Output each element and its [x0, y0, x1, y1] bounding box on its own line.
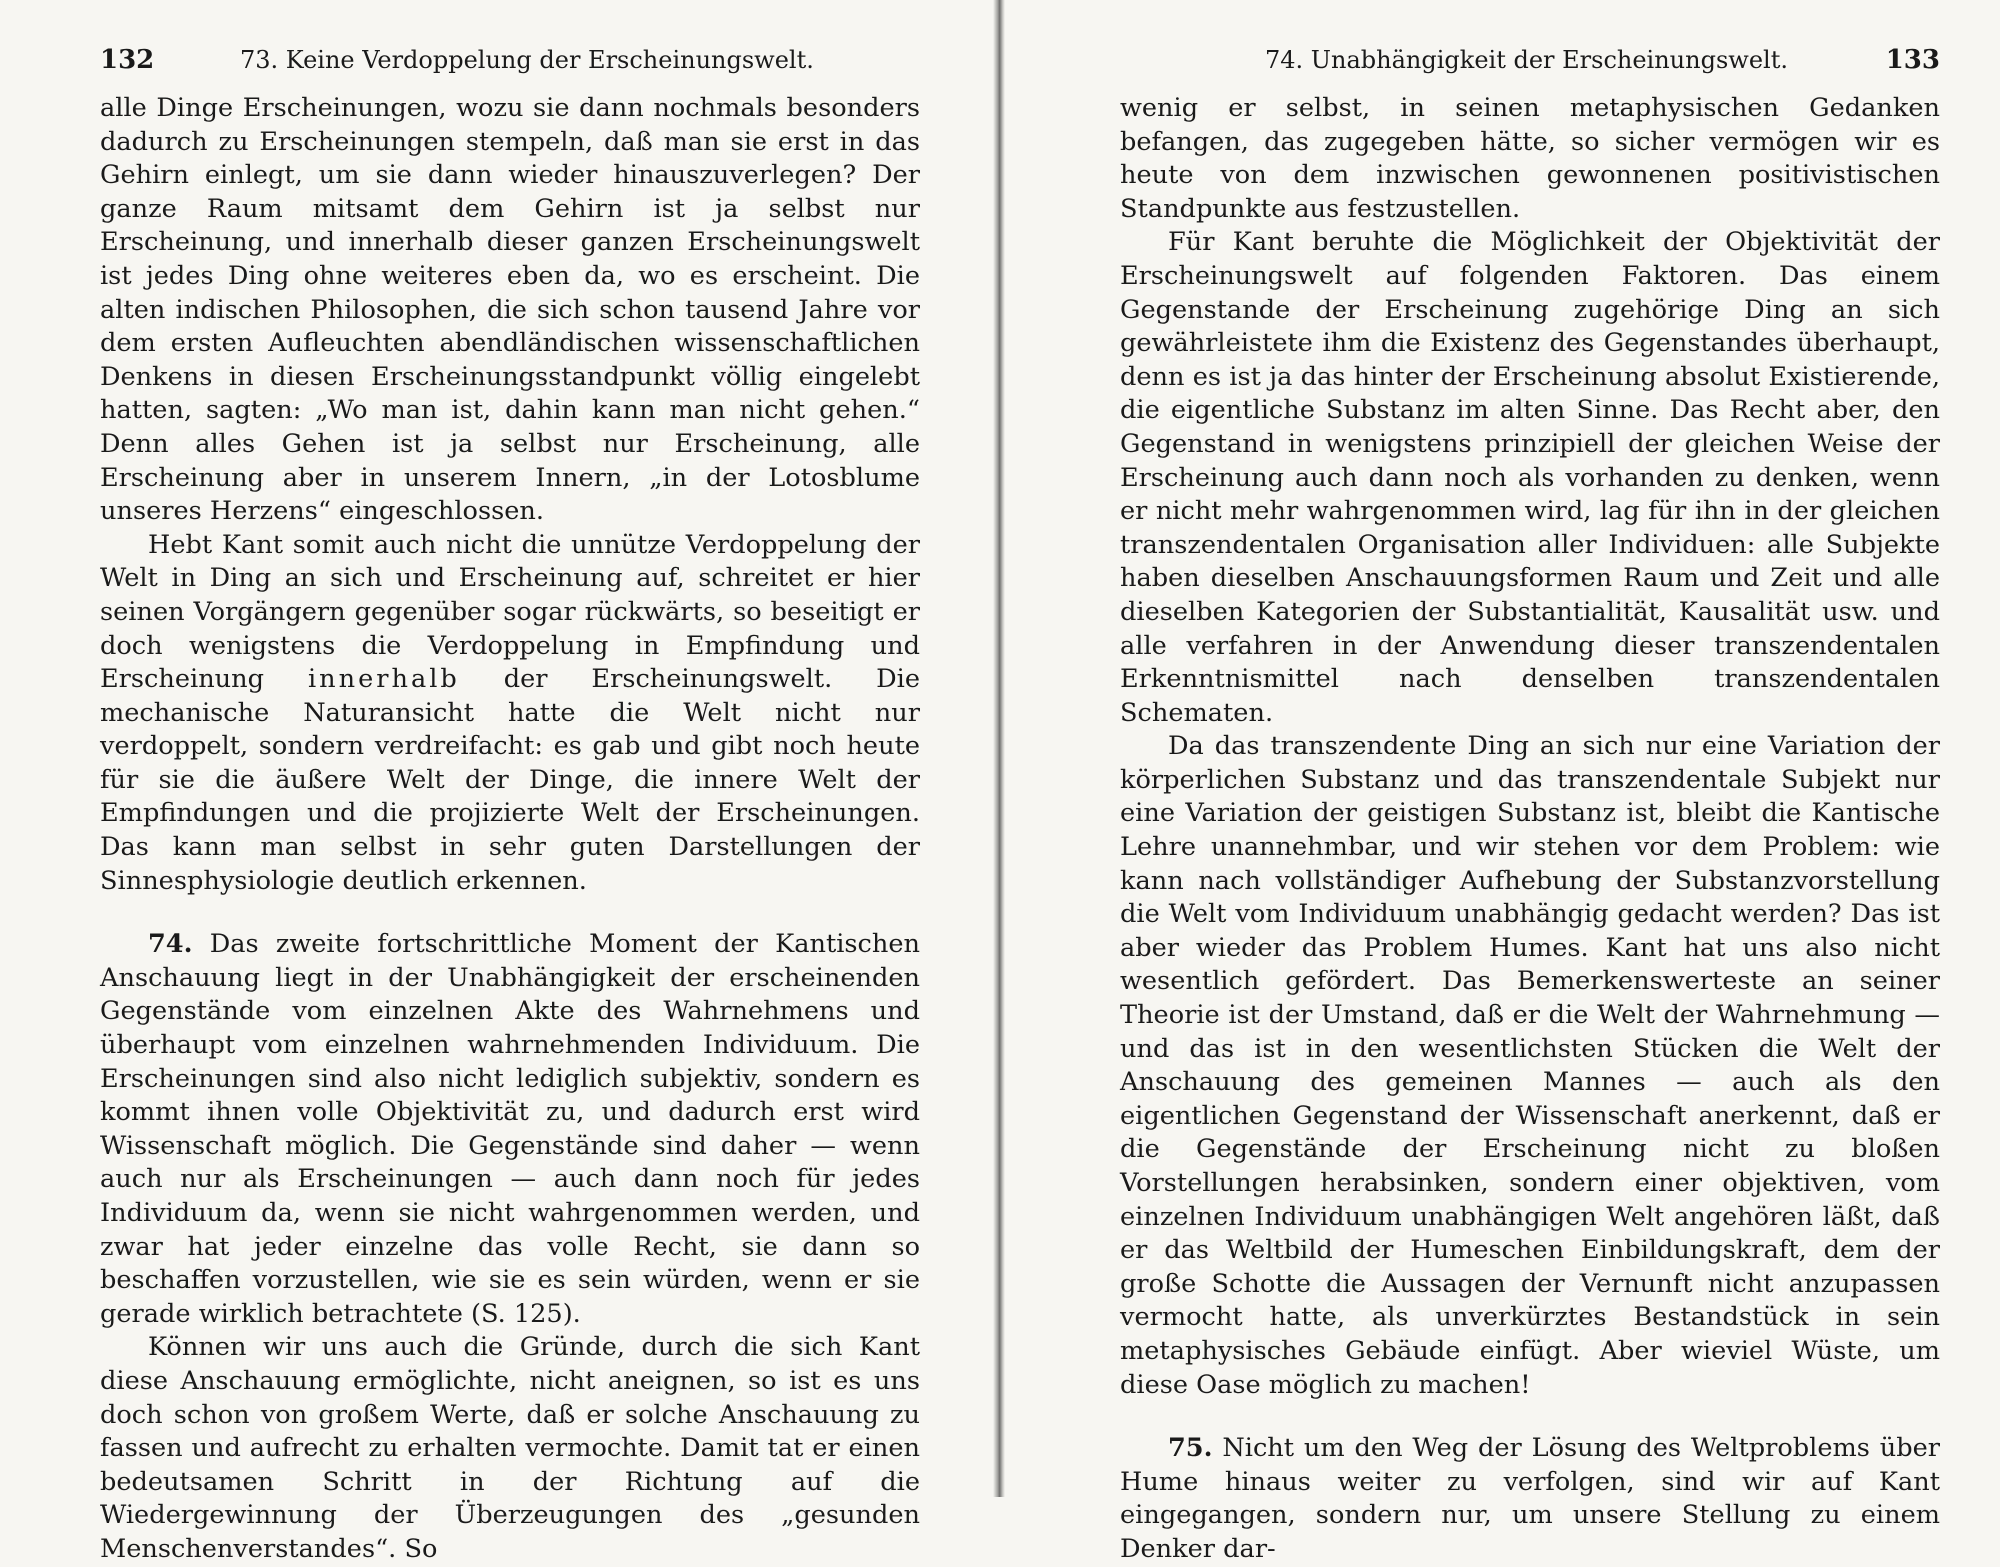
- left-page-body: [100, 92, 920, 1567]
- section-paragraph: [100, 928, 920, 1331]
- left-running-head: 73. Keine Verdoppelung der Erscheinungswelt.: [240, 46, 814, 74]
- paragraph: Da das transzendente Ding an sich nur eine Variation der körperlichen Substanz und das transzendentale Subjekt nur eine Variation der geistigen Substanz ist, bleibt die Kantische Lehre unannehmbar, und wir stehen vor dem Problem: wie kann nach vollständiger Aufhebung der Substanzvorstellung die Welt vom Individuum unabhängig gedacht werden? Das ist aber wieder das Problem Humes. Kant hat uns also nicht wesentlich gefördert. Das Bemerkenswerteste an seiner Theorie ist der Umstand, daß er die Welt der Wahrnehmung — und das ist in den wesentlichsten Stücken die Welt der Anschauung des gemeinen Mannes — auch als den eigentlichen Gegenstand der Wissenschaft anerkennt, daß er die Gegenstände der Erscheinung nicht zu bloßen Vorstellungen herabsinken, sondern einer objektiven, vom einzelnen Individuum unabhängigen Welt angehören läßt, daß er das Weltbild der Humeschen Einbildungskraft, dem der große Schotte die Aussagen der Vernunft nicht anzupassen vermocht hatte, als unverkürztes Bestandstück in sein metaphysisches Gebäude einfügt. Aber wieviel Wüste, um diese Oase möglich zu machen!: [1120, 731, 1940, 1400]
- paragraph-text: Nicht um den Weg der Lösung des Weltproblems über Hume hinaus weiter zu verfolgen, sind wir auf Kant eingegangen, sondern nur, um unsere Stellung zu einem Denker dar-: [1120, 1433, 1940, 1564]
- left-page-header: [100, 38, 920, 82]
- paragraph-text: Hebt Kant somit auch nicht die unnütze Verdoppelung der Welt in Ding an sich und Erscheinung auf, schreitet er hier seinen Vorgängern gegenüber sogar rückwärts, so beseitigt er doch wenigstens die Verdoppelung in Empfindung und Erscheinung: [100, 529, 920, 695]
- book-gutter: [993, 0, 1005, 1497]
- section-number: 75.: [1168, 1433, 1213, 1464]
- section-number: 74.: [148, 929, 193, 960]
- paragraph-text: Das zweite fortschrittliche Moment der Kantischen Anschauung liegt in der Unabhängigkeit der erscheinenden Gegenstände vom einzelnen Akte des Wahrnehmens und überhaupt vom einzelnen wahrnehmenden Individuum. Die Erscheinungen sind also nicht lediglich subjektiv, sondern es kommt ihnen volle Objektivität zu, und dadurch erst wird Wissenschaft möglich. Die Gegenstände sind daher — wenn auch nur als Erscheinungen — auch dann noch für jedes Individuum da, wenn sie nicht wahrgenommen werden, und zwar hat jeder einzelne das volle Recht, sie dann so beschaffen vorzustellen, wie sie es sein würden, wenn er sie gerade wirklich betrachtete (S. 125).: [100, 929, 921, 1329]
- section-paragraph: [1120, 1432, 1940, 1566]
- left-page-number: 132: [100, 45, 155, 75]
- right-page-header: [1120, 38, 1940, 82]
- paragraph: wenig er selbst, in seinen metaphysischen Gedanken befangen, das zugegeben hätte, so sicher vermögen wir es heute von dem inzwischen gewonnenen positivistischen Standpunkte aus festzustellen.: [1120, 93, 1940, 224]
- paragraph: [100, 529, 920, 899]
- right-page-body: [1120, 92, 1940, 1567]
- spaced-emphasis: innerhalb: [307, 664, 460, 695]
- paragraph: Für Kant beruhte die Möglichkeit der Objektivität der Erscheinungswelt auf folgenden Faktoren. Das einem Gegenstande der Erscheinung zugehörige Ding an sich gewährleistete ihm die Existenz des Gegenstandes überhaupt, denn es ist ja das hinter der Erscheinung absolut Existierende, die eigentliche Substanz im alten Sinne. Das Recht aber, den Gegenstand in wenigstens prinzipiell der gleichen Weise der Erscheinung auch dann noch als vorhanden zu denken, wenn er nicht mehr wahrgenommen wird, lag für ihn in der gleichen transzendentalen Organisation aller Individuen: alle Subjekte haben dieselben Anschauungsformen Raum und Zeit und alle dieselben Kategorien der Substantialität, Kausalität usw. und alle verfahren in der Anwendung dieser transzendentalen Erkenntnismittel nach denselben transzendentalen Schematen.: [1120, 227, 1940, 728]
- right-page: [1120, 38, 1940, 1564]
- paragraph: alle Dinge Erscheinungen, wozu sie dann nochmals besonders dadurch zu Erscheinungen stempeln, daß man sie erst in das Gehirn einlegt, um sie dann wieder hinauszuverlegen? Der ganze Raum mitsamt dem Gehirn ist ja selbst nur Erscheinung, und innerhalb dieser ganzen Erscheinungswelt ist jedes Ding ohne weiteres eben da, wo es erscheint. Die alten indischen Philosophen, die sich schon tausend Jahre vor dem ersten Aufleuchten abendländischen wissenschaftlichen Denkens in diesen Erscheinungsstandpunkt völlig eingelebt hatten, sagten: „Wo man ist, dahin kann man nicht gehen.“ Denn alles Gehen ist ja selbst nur Erscheinung, alle Erscheinung aber in unserem Innern, „in der Lotosblume unseres Herzens“ eingeschlossen.: [100, 93, 920, 527]
- right-running-head: 74. Unabhängigkeit der Erscheinungswelt.: [1265, 46, 1788, 74]
- left-page: [100, 38, 921, 1564]
- paragraph-text: der Erscheinungswelt. Die mechanische Naturansicht hatte die Welt nicht nur verdoppelt, sondern verdreifacht: es gab und gibt noch heute für sie die äußere Welt der Dinge, die innere Welt der Empfindungen und die projizierte Welt der Erscheinungen. Das kann man selbst in sehr guten Darstellungen der Sinnesphysiologie deutlich erkennen.: [100, 664, 921, 896]
- right-page-number: 133: [1885, 45, 1940, 75]
- paragraph: Können wir uns auch die Gründe, durch die sich Kant diese Anschauung ermöglichte, nicht aneignen, so ist es uns doch schon von großem Werte, daß er solche Anschauung zu fassen und aufrecht zu erhalten vermochte. Damit tat er einen bedeutsamen Schritt in der Richtung auf die Wiedergewinnung der Überzeugungen des „gesunden Menschenverstandes“. So: [100, 1332, 920, 1564]
